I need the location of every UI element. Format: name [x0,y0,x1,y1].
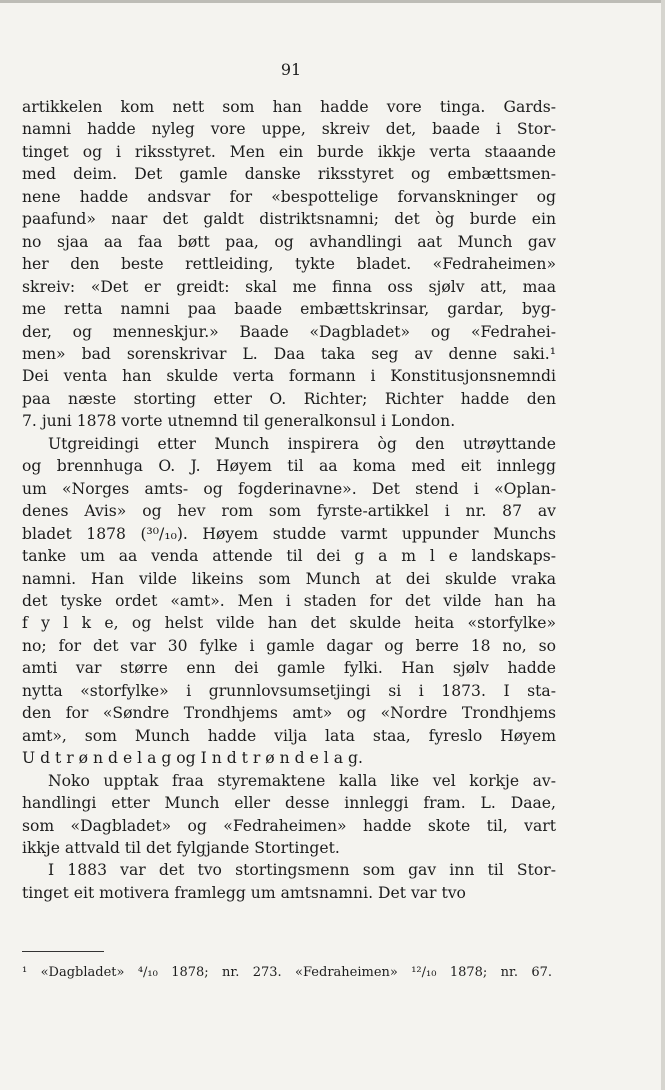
text-line: nene hadde andsvar for «bespottelige forvanskninger og [22,187,556,206]
text-line: Dei venta han skulde verta formann i Konstitusjonsnemndi [22,367,556,386]
footnote: ¹ «Dagbladet» ⁴/₁₀ 1878; nr. 273. «Fedraheimen» ¹²/₁₀ 1878; nr. 67. [22,965,552,980]
text-line: her den beste rettleiding, tykte bladet. «Fedraheimen» [22,255,556,274]
footnote-rule [22,951,104,952]
text-line: amt», som Munch hadde vilja lata staa, fyreslo Høyem [22,726,556,745]
text-line: paafund» naar det galdt distriktsnamni; det òg burde ein [22,210,556,229]
text-line: namni. Han vilde likeins som Munch at dei skulde vraka [22,569,556,588]
text-line: det tyske ordet «amt». Men i staden for det vilde han ha [22,591,556,610]
text-line: som «Dagbladet» og «Fedraheimen» hadde skote til, vart [22,816,556,835]
text-line: amti var større enn dei gamle fylki. Han sjølv hadde [22,659,556,678]
text-line: namni hadde nyleg vore uppe, skreiv det, baade i Stor- [22,120,556,139]
page-number: 91 [280,60,302,79]
text-line: nytta «storfylke» i grunnlovsumsetjingi si i 1873. I sta- [22,681,556,700]
text-line: U d t r ø n d e l a g og I n d t r ø n d e l a g. [22,749,363,768]
text-line: med deim. Det gamle danske riksstyret og embættsmen- [22,165,556,184]
scan-edge-top [0,0,665,3]
scan-edge-right [661,0,665,1090]
text-line: um «Norges amts- og fogderinavne». Det stend i «Oplan- [22,479,556,498]
text-line: I 1883 var det tvo stortingsmenn som gav inn til Stor- [48,861,556,880]
text-line: og brennhuga O. J. Høyem til aa koma med eit innlegg [22,457,556,476]
text-line: ikkje attvald til det fylgjande Stortinget. [22,838,340,857]
text-line: artikkelen kom nett som han hadde vore tinga. Gards- [22,98,556,116]
text-line: bladet 1878 (³⁰/₁₀). Høyem studde varmt uppunder Munchs [22,524,556,543]
text-line: Noko upptak fraa styremaktene kalla like vel korkje av- [48,771,556,790]
text-line: denes Avis» og hev rom som fyrste-artikkel i nr. 87 av [22,502,556,521]
text-line: no sjaa aa faa bøtt paa, og avhandlingi aat Munch gav [22,232,556,251]
text-line: paa næste storting etter O. Richter; Richter hadde den [22,389,556,408]
text-line: no; for det var 30 fylke i gamle dagar og berre 18 no, so [22,636,556,655]
text-line: tinget og i riksstyret. Men ein burde ikkje verta staaande [22,142,556,161]
text-line: men» bad sorenskrivar L. Daa taka seg av denne saki.¹ [22,344,556,363]
text-line: 7. juni 1878 vorte utnemnd til generalkonsul i London. [22,412,456,431]
text-line: tinget eit motivera framlegg um amtsnamni. Det var tvo [22,883,466,902]
text-line: den for «Søndre Trondhjems amt» og «Nordre Trondhjems [22,704,556,723]
text-line: me retta namni paa baade embættskrinsar, gardar, byg- [22,300,556,319]
text-line: f y l k e, og helst vilde han det skulde heita «storfylke» [22,614,556,633]
text-line: handlingi etter Munch eller desse innleggi fram. L. Daae, [22,794,556,813]
text-line: tanke um aa venda attende til dei g a m l e landskaps- [22,547,556,566]
text-line: skreiv: «Det er greidt: skal me finna oss sjølv att, maa [22,277,556,296]
text-line: Utgreidingi etter Munch inspirera òg den utrøyttande [48,434,556,453]
body-text [22,96,556,904]
text-line: der, og menneskjur.» Baade «Dagbladet» og «Fedrahei- [22,322,556,341]
